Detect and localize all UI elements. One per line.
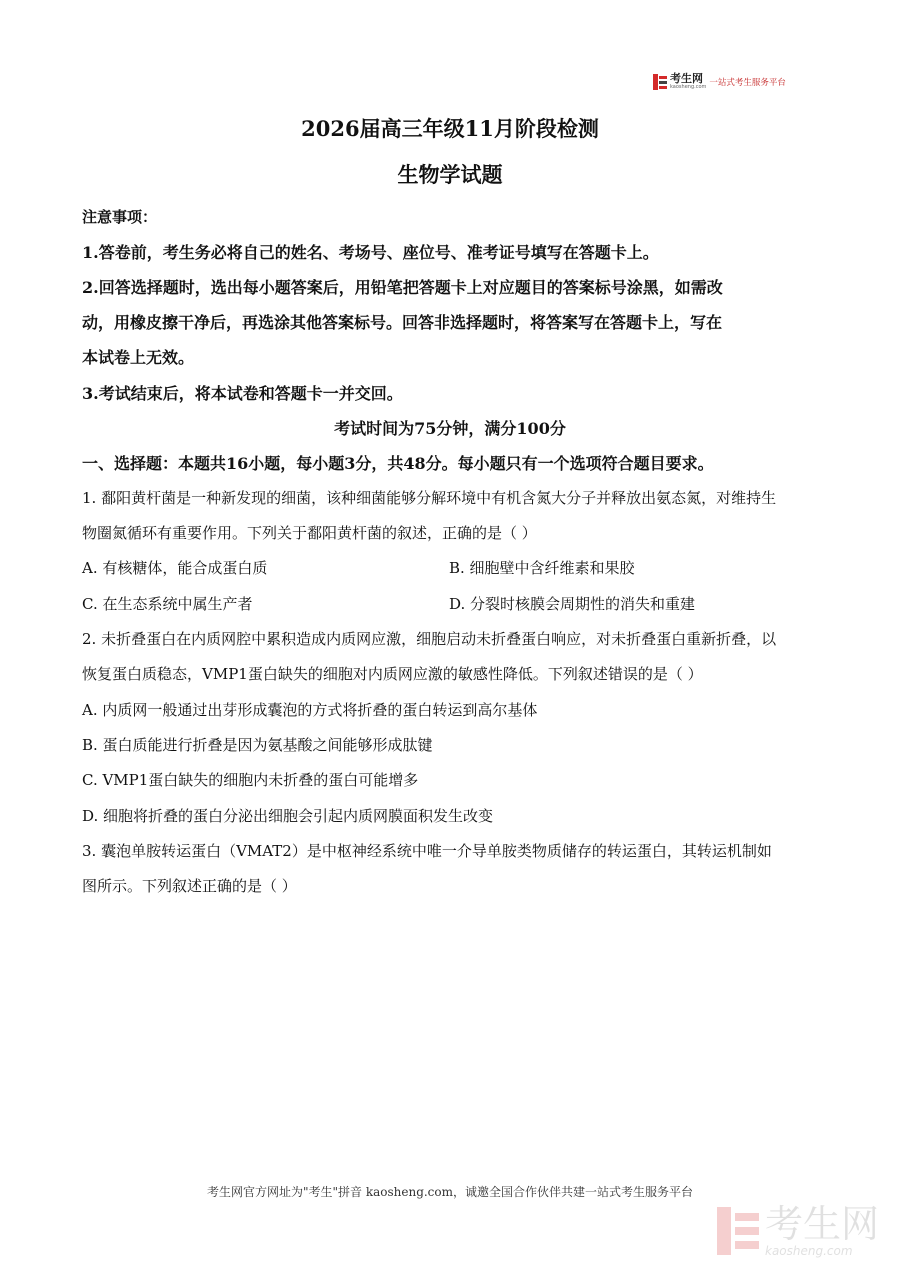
question-2-option-d: D. 细胞将折叠的蛋白分泌出细胞会引起内质网膜面积发生改变 — [82, 807, 494, 825]
footer-note: 考生网官方网址为"考生"拼音 kaosheng.com，诚邀全国合作伙伴共建一站式考生服务平台 — [206, 1185, 694, 1199]
notice-line: 2.回答选择题时，选出每小题答案后，用铅笔把答题卡上对应题目的答案标号涂黑，如需改 — [82, 278, 723, 297]
watermark-domain: kaosheng.com — [765, 1244, 853, 1258]
question-2-line: 2. 未折叠蛋白在内质网腔中累积造成内质网应激，细胞启动未折叠蛋白响应，对未折叠蛋白重新折叠，以 — [82, 630, 777, 648]
notice-heading: 注意事项： — [82, 208, 158, 226]
question-1-option-d: D. 分裂时核膜会周期性的消失和重建 — [449, 595, 696, 613]
logo-name: 考生网 — [670, 72, 703, 85]
section-heading: 一、选择题：本题共16小题，每小题3分，共48分。每小题只有一个选项符合题目要求。 — [82, 454, 714, 473]
question-3-line: 图所示。下列叙述正确的是（ ） — [82, 877, 297, 895]
question-3-line: 3. 囊泡单胺转运蛋白（VMAT2）是中枢神经系统中唯一介导单胺类物质储存的转运蛋白，其转运机制如 — [82, 842, 772, 860]
page-subtitle: 生物学试题 — [397, 162, 503, 187]
exam-info: 考试时间为75分钟，满分100分 — [334, 419, 566, 438]
question-2-option-a: A. 内质网一般通过出芽形成囊泡的方式将折叠的蛋白转运到高尔基体 — [82, 701, 538, 719]
question-1-option-a: A. 有核糖体，能合成蛋白质 — [82, 559, 268, 577]
question-1-line: 1. 鄱阳黄杆菌是一种新发现的细菌，该种细菌能够分解环境中有机含氮大分子并释放出氨态氮，对维持生 — [82, 489, 777, 507]
kaosheng-logo-icon — [653, 74, 667, 90]
question-2-option-b: B. 蛋白质能进行折叠是因为氨基酸之间能够形成肽键 — [82, 736, 433, 754]
notice-line: 本试卷上无效。 — [82, 348, 195, 367]
watermark-logo-icon — [717, 1207, 759, 1255]
notice-line: 1.答卷前，考生务必将自己的姓名、考场号、座位号、准考证号填写在答题卡上。 — [82, 243, 659, 262]
page-title: 2026届高三年级11月阶段检测 — [301, 116, 599, 141]
header-logo — [653, 73, 786, 90]
question-1-option-b: B. 细胞壁中含纤维素和果胶 — [449, 559, 635, 577]
notice-line: 3.考试结束后，将本试卷和答题卡一并交回。 — [82, 384, 403, 403]
question-2-option-c: C. VMP1蛋白缺失的细胞内未折叠的蛋白可能增多 — [82, 771, 419, 789]
question-1-line: 物圈氮循环有重要作用。下列关于鄱阳黄杆菌的叙述，正确的是（ ） — [82, 524, 537, 542]
logo-domain: kaosheng.com — [670, 84, 707, 90]
notice-line: 动，用橡皮擦干净后，再选涂其他答案标号。回答非选择题时，将答案写在答题卡上，写在 — [82, 313, 723, 332]
logo-text — [670, 73, 706, 90]
question-2-line: 恢复蛋白质稳态，VMP1蛋白缺失的细胞对内质网应激的敏感性降低。下列叙述错误的是（ ） — [82, 665, 703, 683]
question-1-option-c: C. 在生态系统中属生产者 — [82, 595, 253, 613]
logo-slogan: 一站式考生服务平台 — [709, 77, 786, 88]
watermark — [717, 1202, 880, 1258]
watermark-name: 考生网 — [765, 1202, 880, 1246]
